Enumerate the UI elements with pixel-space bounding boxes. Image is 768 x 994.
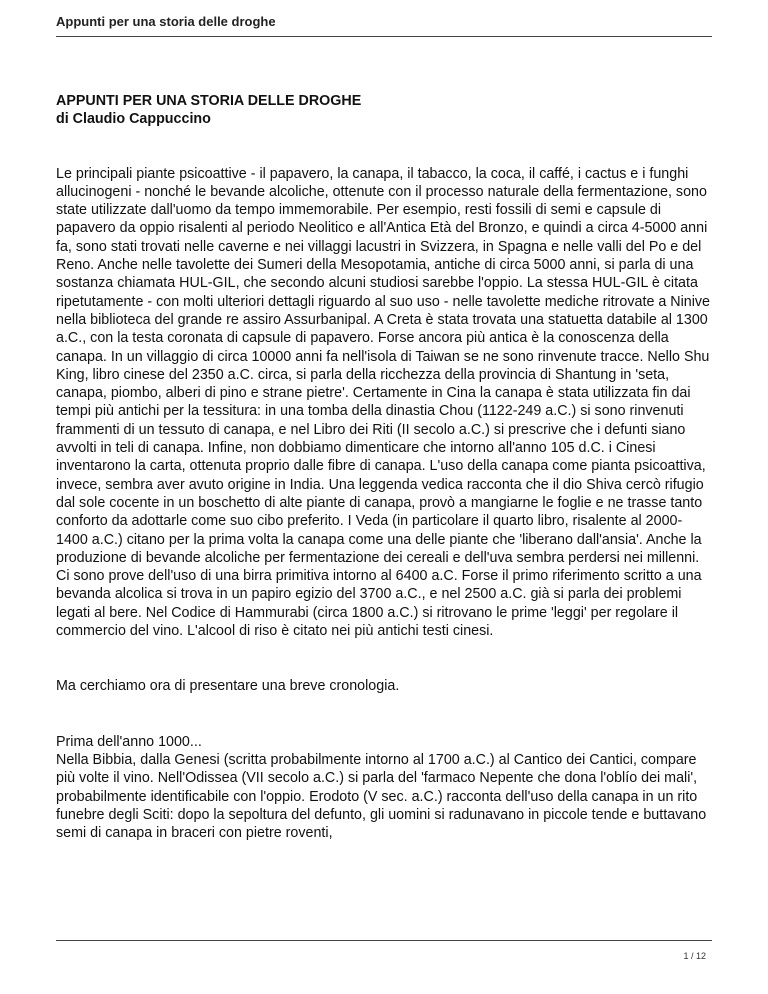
section-paragraph: Nella Bibbia, dalla Genesi (scritta probabilmente intorno al 1700 a.C.) al Cantico dei Cantici, compare più volte il vino. Nell'Odissea (VII secolo a.C.) si parla del 'farmaco Nepente che dona l'oblío dei mali', probabilmente identificabile con l'oppio. Erodoto (V sec. a.C.) racconta dell'uso della canapa in un rito funebre degli Sciti: dopo la sepoltura del defunto, gli uomini si radunavano in piccole tende e buttavano semi di canapa in braceri con pietre roventi, [56, 751, 707, 842]
document-body [56, 92, 712, 842]
document-title: APPUNTI PER UNA STORIA DELLE DROGHE [56, 93, 362, 109]
spacer [56, 129, 712, 165]
header-divider [56, 36, 712, 37]
page-indicator: 1 / 12 [683, 951, 706, 961]
running-header: Appunti per una storia delle droghe [56, 14, 276, 29]
intro-paragraph: Le principali piante psicoattive - il papavero, la canapa, il tabacco, la coca, il caffé, i cactus e i funghi allucinogeni - nonché le bevande alcoliche, ottenute con il processo naturale della fermentazione, sono state utilizzate dall'uomo da tempo immemorabile. Per esempio, resti fossili di semi e capsule di papavero da oppio risalenti al periodo Neolitico e all'Antica Età del Bronzo, e quindi a circa 4-5000 anni fa, sono stati trovati nelle caverne e nei villaggi lacustri in Svizzera, in Spagna e nelle valli del Po e del Reno. Anche nelle tavolette dei Sumeri della Mesopotamia, antiche di circa 5000 anni, si parla di una sostanza chiamata HUL-GIL, che secondo alcuni studiosi sarebbe l'oppio. La stessa HUL-GIL è citata ripetutamente - con molti ulteriori dettagli riguardo al suo uso - nelle tavolette mediche ritrovate a Ninive nella biblioteca del grande re assiro Assurbanipal. A Creta è stata trovata una statuetta databile al 1300 a.C., con la testa coronata di capsule di papavero. Forse ancora più antica è la conoscenza della canapa. In un villaggio di circa 10000 anni fa nell'isola di Taiwan se ne sono rinvenute tracce. Nello Shu King, libro cinese del 2350 a.C. circa, si parla della ricchezza della provincia di Shantung in 'seta, canapa, piombo, alberi di pino e strane pietre'. Certamente in Cina la canapa è stata utilizzata fin dai tempi più antichi per la tessitura: in una tomba della dinastia Chou (1122-249 a.C.) si sono rinvenuti frammenti di un tessuto di canapa, e nel Libro dei Riti (II secolo a.C.) si prescrive che i defunti siano avvolti in teli di canapa. Infine, non dobbiamo dimenticare che intorno all'anno 105 d.C. i Cinesi inventarono la carta, ottenuta proprio dalle fibre di canapa. L'uso della canapa come pianta psicoattiva, invece, sembra aver avuto origine in India. Una leggenda vedica racconta che il dio Shiva cercò rifugio dal sole cocente in un boschetto di alte piante di canapa, provò a mangiarne le foglie e ne trasse tanto conforto da adottarle come suo cibo preferito. I Veda (in particolare il quarto libro, risalente al 2000-1400 a.C.) citano per la prima volta la canapa come una delle piante che 'liberano dall'ansia'. Anche la produzione di bevande alcoliche per fermentazione dei cereali e dell'uva sembra perdersi nei millenni. Ci sono prove dell'uso di una birra primitiva intorno al 6400 a.C. Forse il primo riferimento scritto a una bevanda alcolica si trova in un papiro egizio del 3700 a.C., e nel 2500 a.C. già si parla dei problemi legati al bere. Nel Codice di Hammurabi (circa 1800 a.C.) si ritrovano le prime 'leggi' per regolare il commercio del vino. L'alcool di riso è citato nei più antichi testi cinesi. [56, 165, 711, 640]
spacer [56, 640, 712, 677]
document-author: di Claudio Cappuccino [56, 111, 211, 128]
chronology-intro: Ma cerchiamo ora di presentare una breve cronologia. [56, 678, 400, 695]
footer-divider [56, 940, 712, 941]
section-heading: Prima dell'anno 1000... [56, 733, 202, 750]
spacer [56, 696, 712, 733]
